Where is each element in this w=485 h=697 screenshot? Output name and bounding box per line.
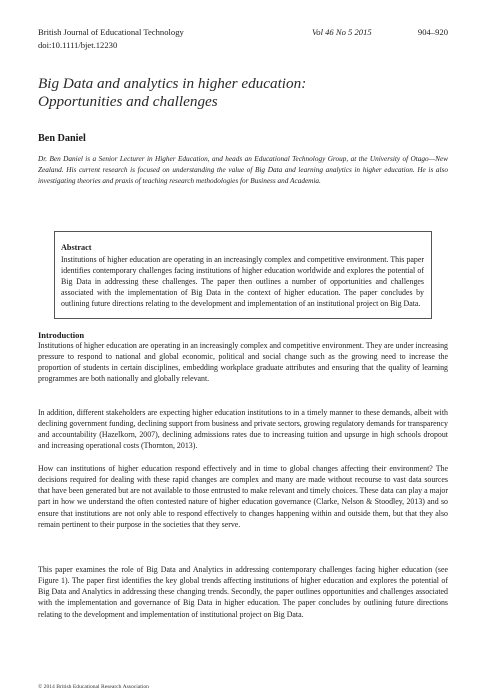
volume-issue: Vol 46 No 5 2015 — [312, 27, 372, 37]
title-line-1: Big Data and analytics in higher education: — [38, 75, 307, 92]
body-paragraph: This paper examines the role of Big Data and Analytics in addressing contemporary challenges facing higher education (see Figure 1). The paper first identifies the key global trends affecting institutions of higher education and explores the potential of Big Data and Analytics in addressing these changing trends. Secondly, the paper outlines opportunities and challenges associated with the implementation and governance of Big Data in higher education. The paper concludes by outlining future directions relating to the development and implementation of institutional project on Big Data. — [38, 565, 448, 619]
body-paragraph: How can institutions of higher education respond effectively and in time to global changes affecting their environment? The decisions required for dealing with these rapid changes are complex and many are made without recourse to vast data sources that have been generated but are not available to those entrusted to make relevant and timely choices. These data can play a major part in how we understand the often contested nature of higher education governance (Clarke, Nelson & Stoodley, 2013) and so ensure that institutions are not only able to respond effectively to changes happening within and outside them, but that they also remain pertinent to their purpose in the societies that they serve. — [38, 464, 448, 529]
section-heading-introduction: Introduction — [38, 330, 85, 340]
body-paragraph: Institutions of higher education are operating in an increasingly complex and competitive environment. They are under increasing pressure to respond to national and global economic, political and social change such as the growing need to increase the proportion of students in certain disciplines, embedding workplace graduate attributes and ensuring that the quality of learning programmes are both nationally and globally relevant. — [38, 341, 448, 384]
journal-name: British Journal of Educational Technology — [38, 27, 184, 37]
page-range: 904–920 — [417, 27, 448, 37]
article-title — [38, 75, 438, 111]
author-bio: Dr. Ben Daniel is a Senior Lecturer in Higher Education, and heads an Educational Technology Group, at the University of Otago—New Zealand. His current research is focused on understanding the value of Big Data and learning analytics in higher education. He is also investigating theories and praxis of teaching research methodologies for Business and Academia. — [38, 155, 448, 185]
author-name: Ben Daniel — [38, 133, 86, 144]
copyright-footer: © 2014 British Educational Research Association — [38, 684, 149, 690]
abstract-text: Institutions of higher education are operating in an increasingly complex and competitive environment. This paper identifies contemporary challenges facing institutions of higher education worldwide and explores the potential of Big Data in addressing these challenges. The paper then outlines a number of opportunities and challenges associated with the implementation of Big Data in the context of higher education. The paper concludes by outlining future directions relating to the development and implementation of an institutional project on Big Data. — [61, 255, 424, 308]
doi-link[interactable]: doi:10.1111/bjet.12230 — [38, 40, 118, 50]
body-paragraph: In addition, different stakeholders are expecting higher education institutions to in a timely manner to these demands, albeit with declining government funding, declining support from business and private sectors, growing regulatory demands for transparency and accountability (Hazelkorn, 2007), declining admissions rates due to increasing tuition and upsurge in high schools dropout and increasing operational costs (Thornton, 2013). — [38, 408, 448, 451]
abstract-heading: Abstract — [61, 243, 92, 252]
title-line-2: Opportunities and challenges — [38, 93, 218, 110]
